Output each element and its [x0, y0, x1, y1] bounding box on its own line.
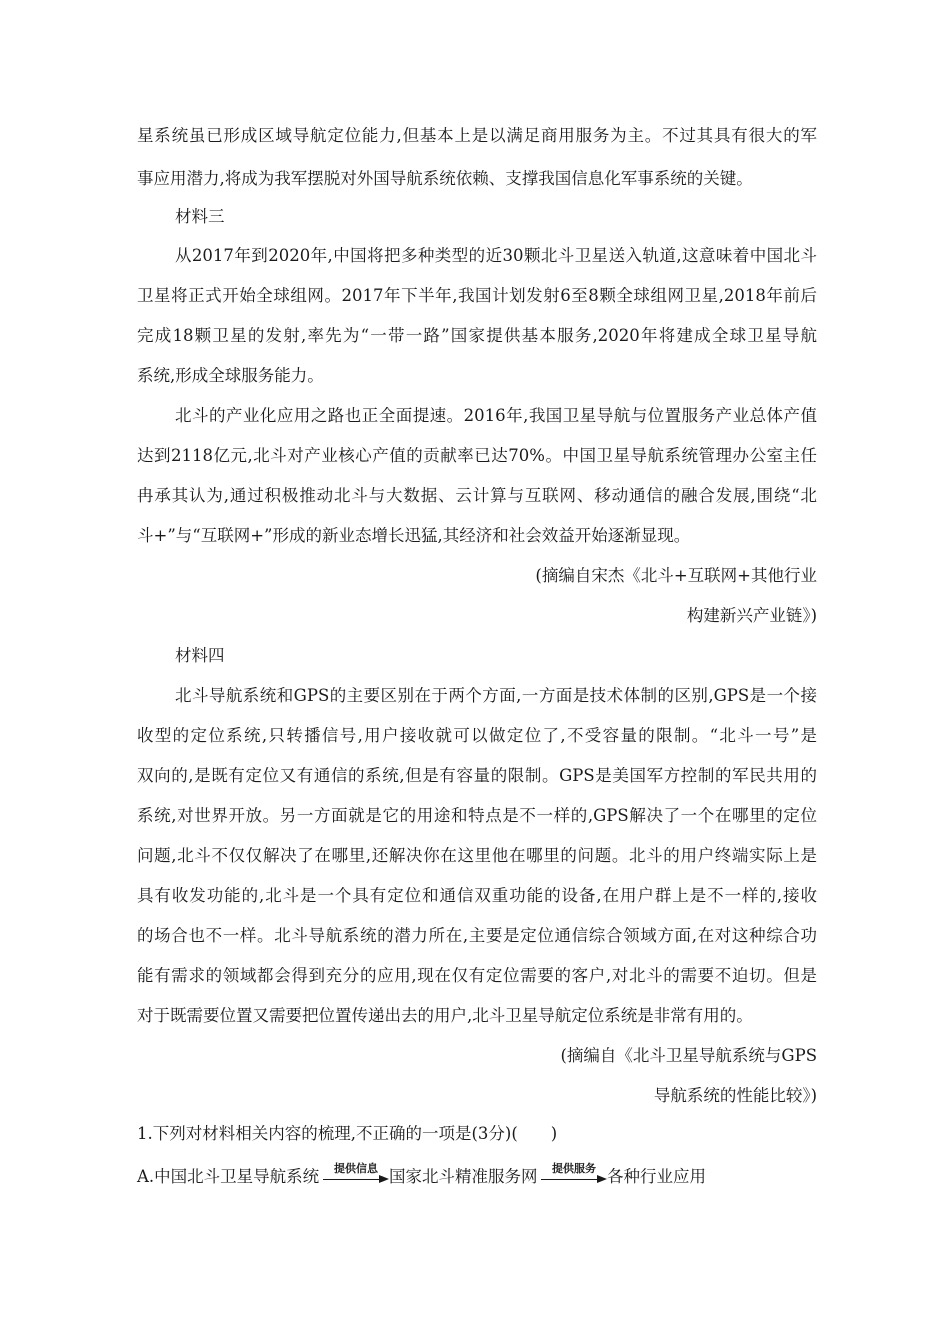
arrow-label: 提供信息 [334, 1162, 378, 1175]
paragraph-line: 系统,形成全球服务能力。 [137, 366, 324, 385]
flow-node: 国家北斗精准服务网 [389, 1167, 538, 1186]
paragraph-line: 斗+”与“互联网+”形成的新业态增长迅猛,其经济和社会效益开始逐渐显现。 [137, 526, 691, 545]
citation-line: 导航系统的性能比较》) [653, 1086, 817, 1105]
option-a-flow [137, 1162, 817, 1192]
paragraph-line: 具有收发功能的,北斗是一个具有定位和通信双重功能的设备,在用户群上是不一样的,接收 [137, 886, 817, 905]
right-arrow-icon [323, 1162, 389, 1192]
paragraph-line: 完成18颗卫星的发射,率先为“一带一路”国家提供基本服务,2020年将建成全球卫星导航 [137, 326, 817, 345]
citation-line: (摘编自宋杰《北斗+互联网+其他行业 [535, 566, 817, 585]
paragraph-line: 的场合也不一样。北斗导航系统的潜力所在,主要是定位通信综合领域方面,在对这种综合功 [137, 926, 817, 945]
flow-node: A.中国北斗卫星导航系统 [137, 1167, 320, 1186]
paragraph-line: 问题,北斗不仅仅解决了在哪里,还解决你在这里他在哪里的问题。北斗的用户终端实际上是 [137, 846, 817, 865]
paragraph-line: 收型的定位系统,只转播信号,用户接收就可以做定位了,不受容量的限制。“北斗一号”是 [137, 726, 817, 745]
citation-line: 构建新兴产业链》) [686, 606, 817, 625]
arrow-label: 提供服务 [552, 1162, 596, 1175]
citation-line: (摘编自《北斗卫星导航系统与GPS [560, 1046, 817, 1065]
section-heading: 材料三 [175, 207, 225, 226]
paragraph-line: 北斗的产业化应用之路也正全面提速。2016年,我国卫星导航与位置服务产业总体产值 [175, 406, 817, 425]
question-stem: 1.下列对材料相关内容的梳理,不正确的一项是(3分)( ) [137, 1124, 558, 1143]
paragraph-line: 冉承其认为,通过积极推动北斗与大数据、云计算与互联网、移动通信的融合发展,围绕“北 [137, 486, 817, 505]
flow-node: 各种行业应用 [607, 1167, 706, 1186]
paragraph-line: 系统,对世界开放。另一方面就是它的用途和特点是不一样的,GPS解决了一个在哪里的定位 [137, 806, 817, 825]
paragraph-line: 能有需求的领域都会得到充分的应用,现在仅有定位需要的客户,对北斗的需要不迫切。但是 [137, 966, 817, 985]
paragraph-line: 双向的,是既有定位又有通信的系统,但是有容量的限制。GPS是美国军方控制的军民共用的 [137, 766, 817, 785]
paragraph-line: 从2017年到2020年,中国将把多种类型的近30颗北斗卫星送入轨道,这意味着中国北斗 [175, 246, 817, 265]
section-heading: 材料四 [175, 646, 225, 665]
right-arrow-icon [541, 1162, 607, 1192]
paragraph-line: 达到2118亿元,北斗对产业核心产值的贡献率已达70%。中国卫星导航系统管理办公室主任 [137, 446, 817, 465]
paragraph-line: 星系统虽已形成区域导航定位能力,但基本上是以满足商用服务为主。不过其具有很大的军 [137, 126, 817, 145]
paragraph-line: 对于既需要位置又需要把位置传递出去的用户,北斗卫星导航定位系统是非常有用的。 [137, 1006, 753, 1025]
paragraph-line: 事应用潜力,将成为我军摆脱对外国导航系统依赖、支撑我国信息化军事系统的关键。 [137, 169, 753, 188]
paragraph-line: 北斗导航系统和GPS的主要区别在于两个方面,一方面是技术体制的区别,GPS是一个接 [175, 686, 817, 705]
paragraph-line: 卫星将正式开始全球组网。2017年下半年,我国计划发射6至8颗全球组网卫星,2018年前后 [137, 286, 817, 305]
